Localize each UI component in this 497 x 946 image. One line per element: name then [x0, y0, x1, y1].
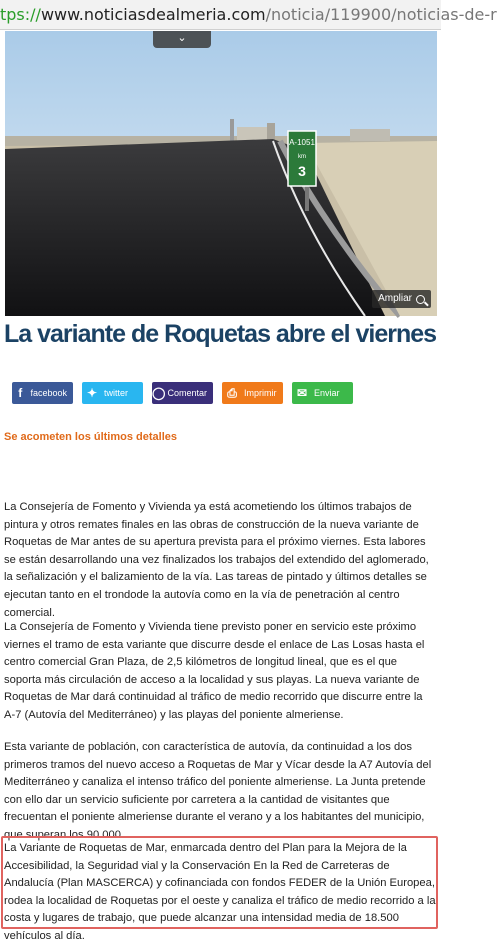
article-paragraph-1: La Consejería de Fomento y Vivienda ya está acometiendo los últimos trabajos de pintura y otros remates finales en las obras de construcción de la nueva variante de Roquetas de Mar antes de su apertura prevista para el próximo viernes. Esta labores se están desarrollando una vez finalizados los trabajos del extendido del aglomerado, la señalización y el balizamiento de la vía. Las tareas de pintado y últimos detalles se ejecutan tanto en el trondode la autovía como en la vía de penetración al centro comercial. [4, 501, 429, 619]
road-sign-km-label: km [298, 154, 306, 160]
highlight-box [1, 836, 438, 929]
article-paragraph-3: Esta variante de población, con característica de autovía, da continuidad a los dos primeros tramos del nuevo acceso a Roquetas de Mar y Vícar desde la A7 Autovía del Mediterráneo y canaliza el intenso tráfico del poniente almeriense. La Junta pretende con ello dar un servicio suficiente por carretera a la cantidad de visitantes que frecuentan el poniente almeriense durante el verano y a los habitantes del municipio, que superan los 90.000. [4, 741, 432, 841]
article-subtitle: Se acometen los últimos detalles [4, 431, 178, 443]
zoom-label: Ampliar [378, 293, 412, 304]
article-paragraph-2: La Consejería de Fomento y Vivienda tiene previsto poner en servicio este próximo viernes el tramo de esta variante que discurre desde el enlace de Las Losas hasta el centro comercial Gran Plaza, de 2,5 kilómetros de longitud lineal, que es el que soporta más circulación de acceso a la localidad y sus playas. La nueva variante de Roquetas de Mar dará continuidad al tráfico de medio recorrido que discurre entre la A-7 (Autovía del Mediterráneo) y las playas del poniente almeriense. [4, 621, 425, 721]
magnifier-icon [416, 295, 425, 304]
print-icon: ⎙ [227, 386, 237, 400]
chevron-down-icon[interactable]: ⌄ [153, 31, 211, 48]
email-share-button[interactable] [292, 382, 353, 404]
road-photo [5, 31, 437, 316]
road-sign-name: A-1051 [289, 138, 315, 147]
twitter-icon: ✦ [86, 386, 98, 400]
mail-icon: ✉ [296, 386, 308, 400]
comment-button[interactable] [152, 382, 213, 404]
url-host: www.noticiasdealmeria.com [40, 5, 266, 24]
twitter-share-label: twitter [104, 388, 129, 398]
url-path: /noticia/119900/noticias-de-r [265, 5, 497, 24]
facebook-share-button[interactable] [12, 382, 73, 404]
comment-label: Comentar [167, 388, 207, 398]
article-headline: La variante de Roquetas abre el viernes [4, 320, 437, 348]
road-sign-km: 3 [298, 163, 306, 179]
comment-icon: ◯ [152, 386, 166, 400]
twitter-share-button[interactable] [82, 382, 143, 404]
article-paragraph-4: La Variante de Roquetas de Mar, enmarcada dentro del Plan para la Mejora de la Accesibilidad, la Seguridad vial y la Conservación En la Red de Carreteras de Andalucía (Plan MASCERCA) y cofinanciada con fondos FEDER de la Unión Europea, rodea la localidad de Roquetas por el oeste y canaliza el tráfico de medio recorrido a la costa y lugares de trabajo, que puede alcanzar una intensidad media de 18.500 vehículos al día. [4, 842, 436, 942]
address-bar[interactable] [0, 0, 497, 30]
hero-image[interactable] [5, 31, 437, 316]
print-label: Imprimir [244, 388, 277, 398]
zoom-button[interactable] [372, 290, 431, 308]
print-button[interactable] [222, 382, 283, 404]
facebook-share-label: facebook [30, 388, 67, 398]
url-scheme: tps:// [0, 5, 41, 24]
facebook-icon: f [18, 386, 23, 400]
email-share-label: Enviar [314, 388, 340, 398]
